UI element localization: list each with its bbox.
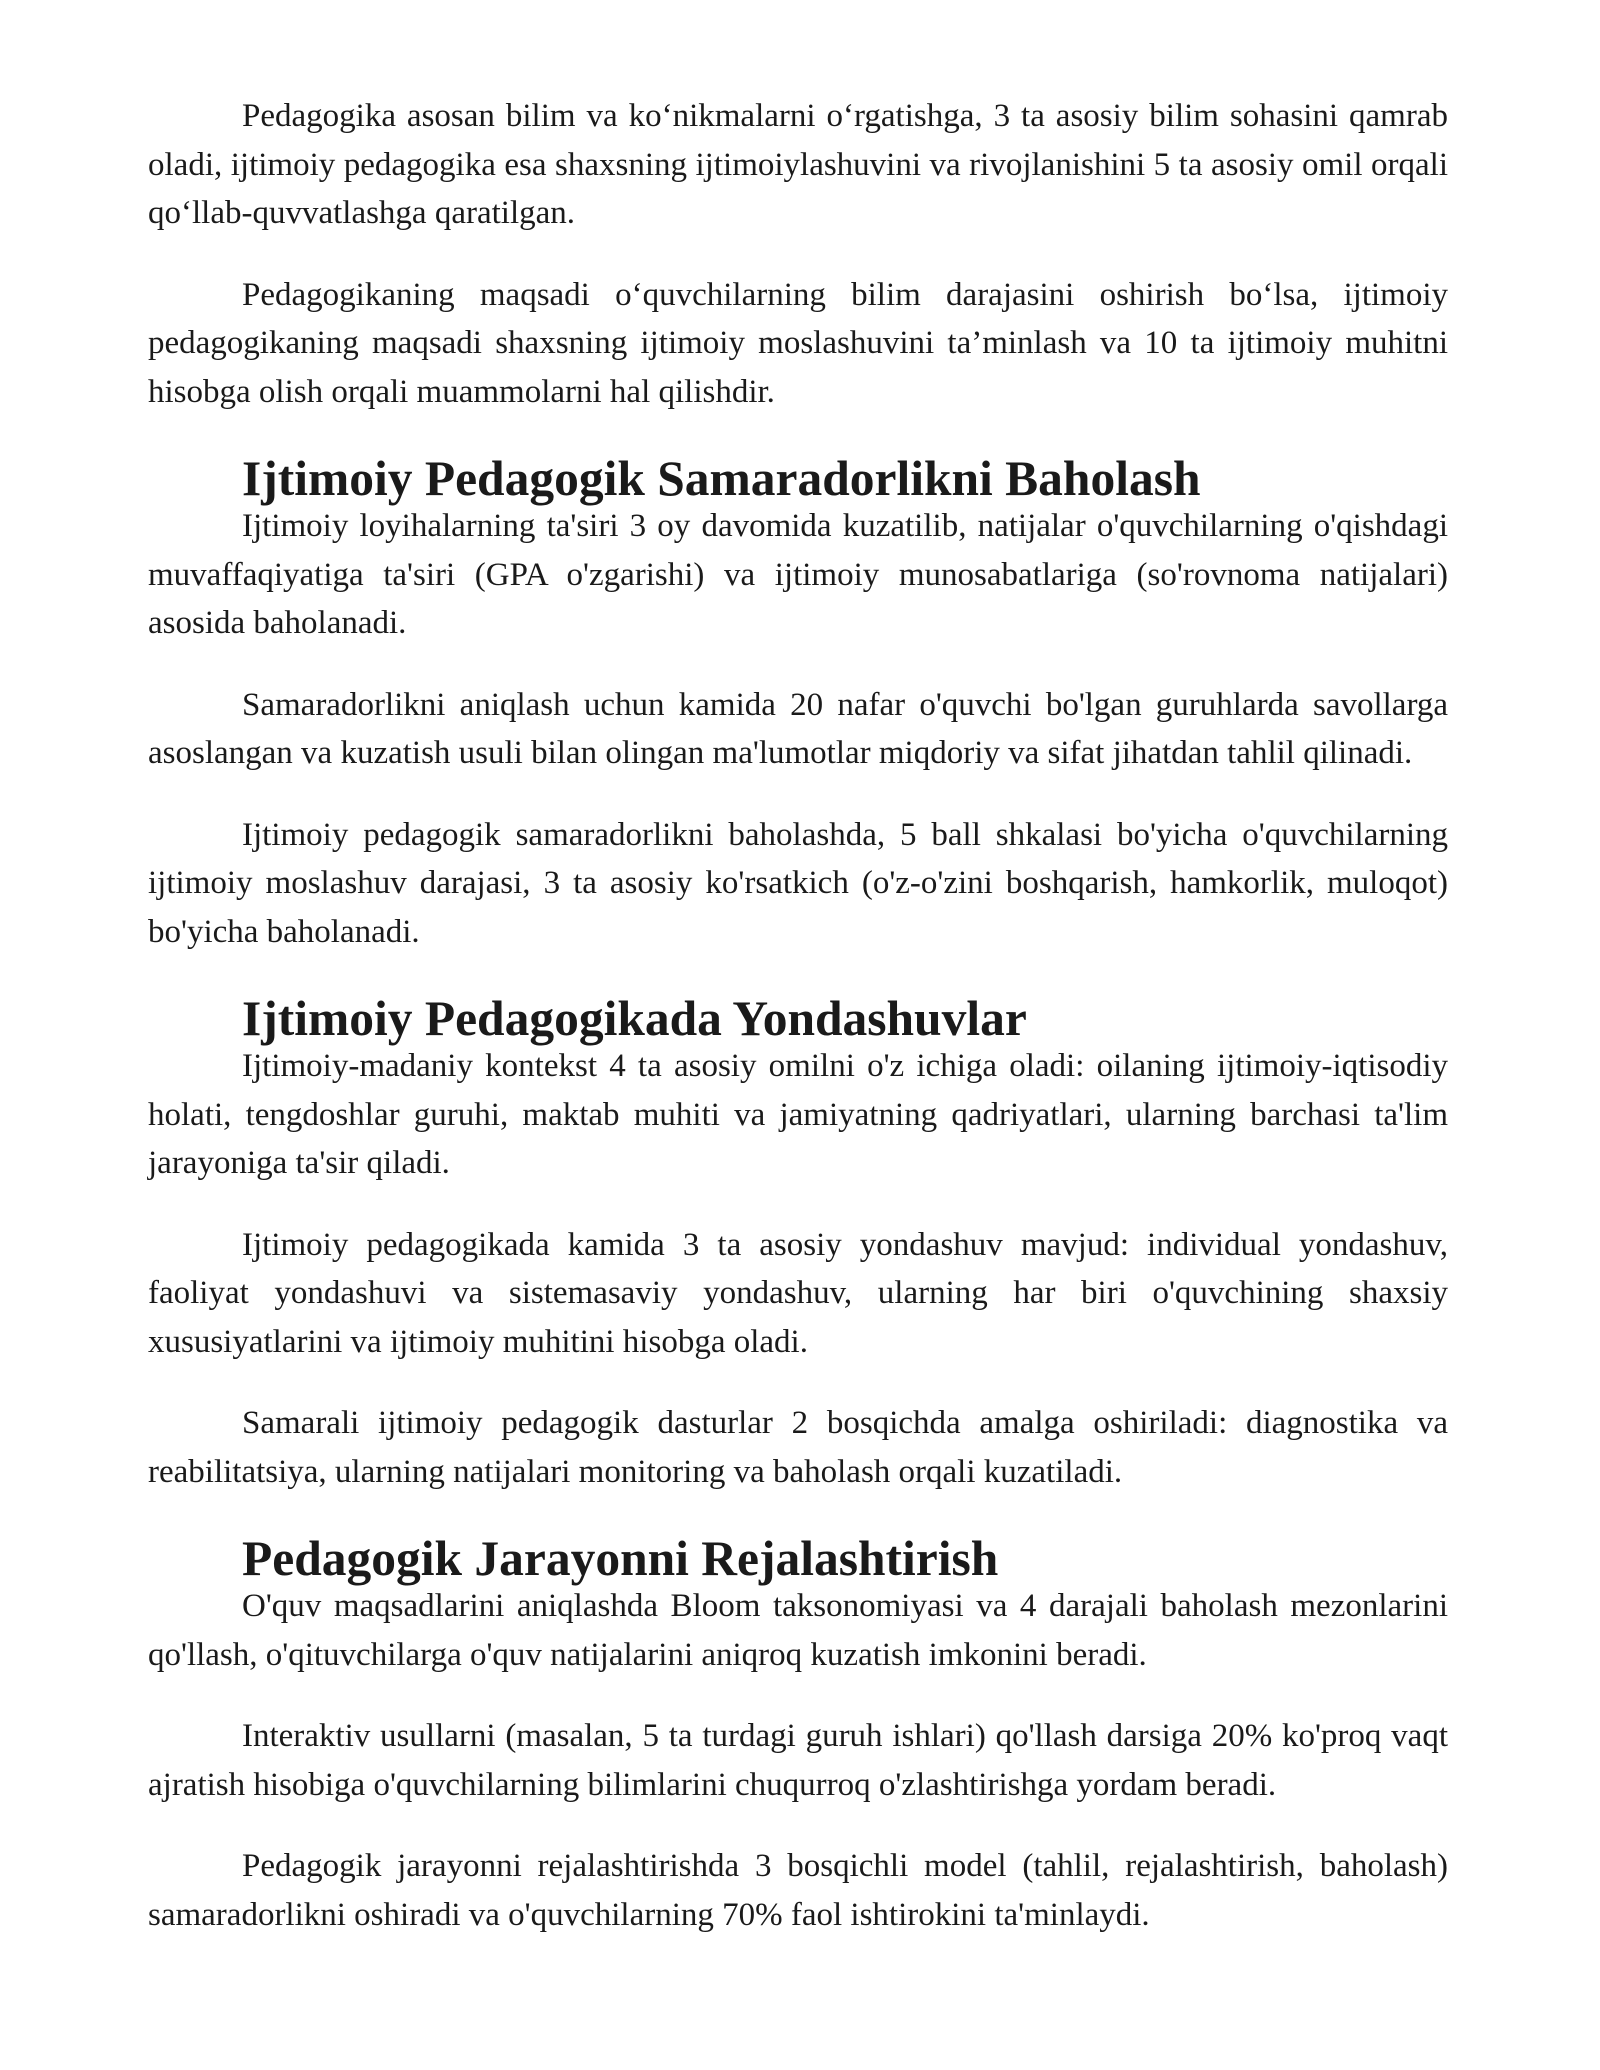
section-heading: Ijtimoiy Pedagogik Samaradorlikni Baholash <box>242 451 1201 506</box>
section-paragraph: Ijtimoiy pedagogik samaradorlikni baholashda, 5 ball shkalasi bo'yicha o'quvchilarning ijtimoiy moslashuv darajasi, 3 ta asosiy ko'rsatkich (o'z-o'zini boshqarish, hamkorlik, muloqot) bo'yicha baholanadi. <box>148 816 1448 950</box>
section-heading: Pedagogik Jarayonni Rejalashtirish <box>242 1531 999 1586</box>
document-page <box>148 92 1448 1972</box>
section-paragraph: O'quv maqsadlarini aniqlashda Bloom taksonomiyasi va 4 darajali baholash mezonlarini qo'llash, o'qituvchilarga o'quv natijalarini aniqroq kuzatish imkonini beradi. <box>148 1588 1448 1673</box>
section-paragraph: Samaradorlikni aniqlash uchun kamida 20 nafar o'quvchi bo'lgan guruhlarda savollarga asoslangan va kuzatish usuli bilan olingan ma'lumotlar miqdoriy va sifat jihatdan tahlil qilinadi. <box>148 686 1448 771</box>
intro-paragraph-2: Pedagogikaning maqsadi o‘quvchilarning bilim darajasini oshirish bo‘lsa, ijtimoiy pedagogikaning maqsadi shaxsning ijtimoiy moslashuvini ta’minlash va 10 ta ijtimoiy muhitni hisobga olish orqali muammolarni hal qilishdir. <box>148 276 1448 410</box>
section-samaradorlik <box>148 451 1448 956</box>
section-heading: Ijtimoiy Pedagogikada Yondashuvlar <box>242 991 1027 1046</box>
section-rejalashtirish <box>148 1531 1448 1939</box>
section-paragraph: Ijtimoiy-madaniy kontekst 4 ta asosiy omilni o'z ichiga oladi: oilaning ijtimoiy-iqtisodiy holati, tengdoshlar guruhi, maktab muhiti va jamiyatning qadriyatlari, ularning barchasi ta'lim jarayoniga ta'sir qiladi. <box>148 1048 1448 1181</box>
section-paragraph: Interaktiv usullarni (masalan, 5 ta turdagi guruh ishlari) qo'llash darsiga 20% ko'proq vaqt ajratish hisobiga o'quvchilarning bilimlarini chuqurroq o'zlashtirishga yordam beradi. <box>148 1718 1448 1803</box>
section-yondashuvlar <box>148 991 1448 1496</box>
intro-paragraph-1: Pedagogika asosan bilim va ko‘nikmalarni o‘rgatishga, 3 ta asosiy bilim sohasini qamrab oladi, ijtimoiy pedagogika esa shaxsning ijtimoiylashuvini va rivojlanishini 5 ta asosiy omil orqali qo‘llab-quvvatlashga qaratilgan. <box>148 98 1448 231</box>
section-paragraph: Samarali ijtimoiy pedagogik dasturlar 2 bosqichda amalga oshiriladi: diagnostika va reabilitatsiya, ularning natijalari monitoring va baholash orqali kuzatiladi. <box>148 1405 1448 1490</box>
section-paragraph: Ijtimoiy loyihalarning ta'siri 3 oy davomida kuzatilib, natijalar o'quvchilarning o'qishdagi muvaffaqiyatiga ta'siri (GPA o'zgarishi) va ijtimoiy munosabatlariga (so'rovnoma natijalari) asosida baholanadi. <box>148 508 1448 641</box>
section-paragraph: Pedagogik jarayonni rejalashtirishda 3 bosqichli model (tahlil, rejalashtirish, baholash) samaradorlikni oshiradi va o'quvchilarning 70% faol ishtirokini ta'minlaydi. <box>148 1848 1448 1933</box>
section-paragraph: Ijtimoiy pedagogikada kamida 3 ta asosiy yondashuv mavjud: individual yondashuv, faoliyat yondashuvi va sistemasaviy yondashuv, ularning har biri o'quvchining shaxsiy xususiyatlarini va ijtimoiy muhitini hisobga oladi. <box>148 1226 1448 1360</box>
